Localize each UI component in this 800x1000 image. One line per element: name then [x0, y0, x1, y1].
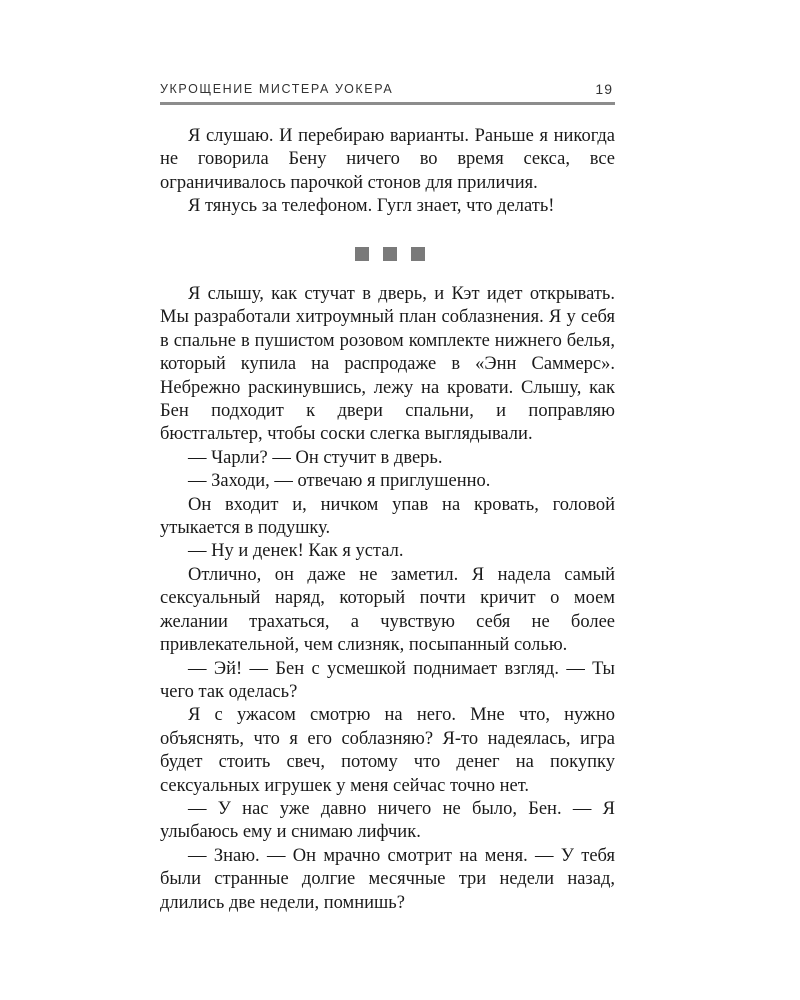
- running-title: УКРОЩЕНИЕ МИСТЕРА УОКЕРА: [160, 82, 394, 96]
- paragraph: Отлично, он даже не заметил. Я надела самый сексуальный наряд, который почти кричит о моем желании трахаться, а чувствую себя не более привлекательной, чем слизняк, посыпанный солью.: [160, 564, 615, 656]
- section-separator-icon: [355, 247, 425, 261]
- header-rule: [160, 102, 615, 105]
- separator-square: [411, 247, 425, 261]
- dialogue-line: — Знаю. — Он мрачно смотрит на меня. — У тебя были странные долгие месячные три недели назад, длились две недели, помнишь?: [160, 845, 615, 913]
- paragraph: Он входит и, ничком упав на кровать, головой утыкается в подушку.: [160, 494, 615, 539]
- paragraph: Я тянусь за телефоном. Гугл знает, что делать!: [188, 196, 555, 217]
- dialogue-line: — Чарли? — Он стучит в дверь.: [188, 447, 443, 468]
- dialogue-line: — Ну и денек! Как я устал.: [188, 541, 404, 562]
- dialogue-line: — Заходи, — отвечаю я приглушенно.: [188, 471, 491, 492]
- page-number: 19: [595, 81, 613, 97]
- section-1-text: [160, 125, 615, 219]
- dialogue-line: — У нас уже давно ничего не было, Бен. — Я улыбаюсь ему и снимаю лифчик.: [160, 798, 615, 843]
- paragraph: Я с ужасом смотрю на него. Мне что, нужно объяснять, что я его соблазняю? Я-то надеялась, игра будет стоить свеч, потому что денег на покупку сексуальных игрушек у меня сейчас точно нет.: [160, 705, 615, 796]
- separator-square: [355, 247, 369, 261]
- section-2-text: [160, 283, 615, 915]
- separator-square: [383, 247, 397, 261]
- paragraph: Я слушаю. И перебираю варианты. Раньше я никогда не говорила Бену ничего во время секса, все ограничивалось парочкой стонов для приличия.: [160, 126, 615, 193]
- page-header: [160, 78, 615, 108]
- paragraph: Я слышу, как стучат в дверь, и Кэт идет открывать. Мы разработали хитроумный план соблазнения. Я у себя в спальне в пушистом розовом комплекте нижнего белья, который купила на распродаже в «Энн Саммерс». Небрежно раскинувшись, лежу на кровати. Слышу, как Бен подходит к двери спальни, и поправляю бюстгальтер, чтобы соски слегка выглядывали.: [160, 284, 615, 445]
- dialogue-line: — Эй! — Бен с усмешкой поднимает взгляд. — Ты чего так оделась?: [160, 658, 615, 702]
